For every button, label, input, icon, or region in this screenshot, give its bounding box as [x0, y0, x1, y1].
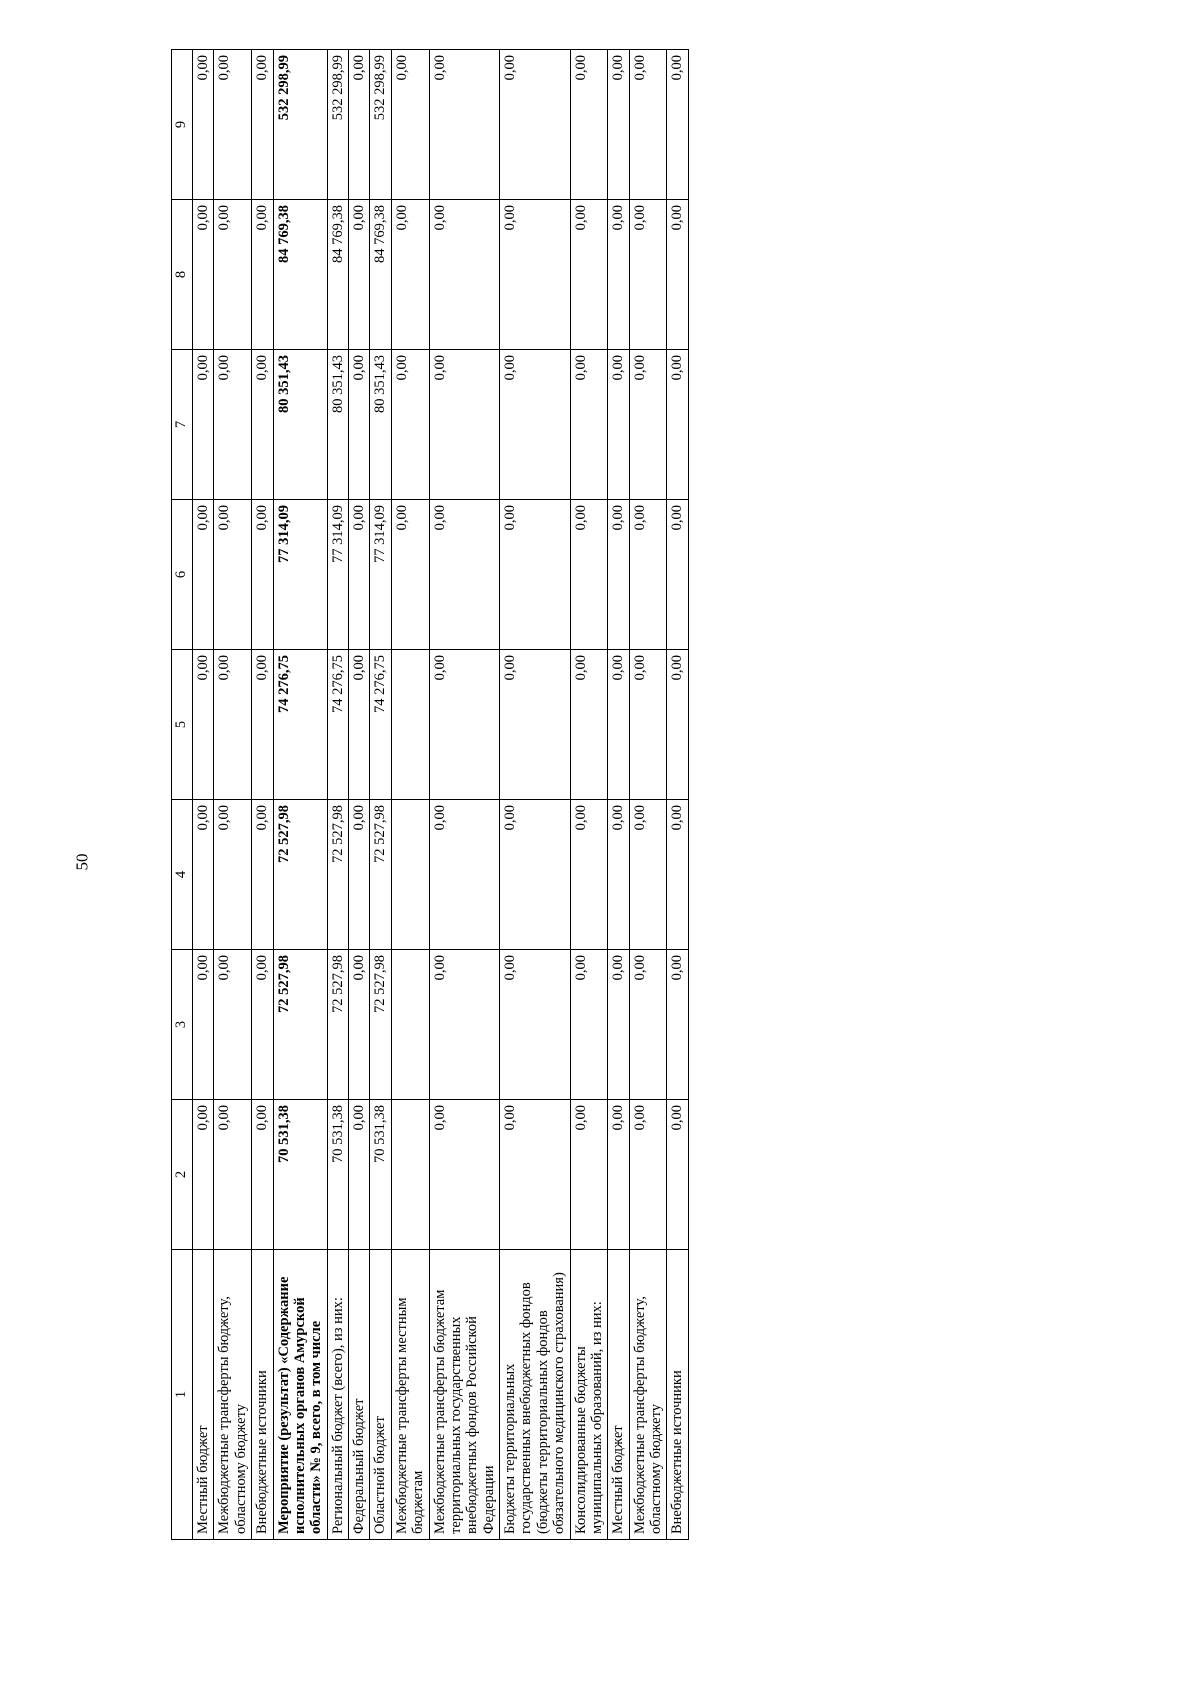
value-cell: 80 351,43	[327, 350, 348, 500]
value-cell: 0,00	[500, 800, 571, 950]
value-cell: 532 298,99	[327, 50, 348, 200]
value-cell: 0,00	[349, 350, 370, 500]
value-cell: 0,00	[214, 950, 252, 1100]
rotated-table-container	[171, 50, 811, 1540]
value-cell: 0,00	[429, 800, 500, 950]
value-cell: 0,00	[608, 650, 629, 800]
value-cell: 0,00	[608, 350, 629, 500]
value-cell: 0,00	[214, 650, 252, 800]
row-label: Межбюджетные трансферты бюджетам территориальных государственных внебюджетных фондов Российской Федерации	[429, 1250, 500, 1540]
value-cell: 0,00	[193, 50, 214, 200]
value-cell: 0,00	[667, 50, 688, 200]
value-cell: 0,00	[629, 950, 667, 1100]
column-header: 7	[172, 350, 193, 500]
value-cell: 70 531,38	[327, 1100, 348, 1250]
value-cell: 0,00	[667, 650, 688, 800]
value-cell: 0,00	[349, 650, 370, 800]
table-row	[349, 50, 370, 1540]
column-header: 9	[172, 50, 193, 200]
value-cell: 0,00	[193, 800, 214, 950]
value-cell: 0,00	[629, 800, 667, 950]
value-cell	[391, 1100, 429, 1250]
value-cell: 0,00	[214, 500, 252, 650]
row-label: Межбюджетные трансферты бюджету, областному бюджету	[214, 1250, 252, 1540]
value-cell: 70 531,38	[370, 1100, 391, 1250]
value-cell: 0,00	[349, 50, 370, 200]
value-cell: 77 314,09	[273, 500, 327, 650]
value-cell: 0,00	[193, 950, 214, 1100]
value-cell: 0,00	[570, 50, 608, 200]
value-cell: 0,00	[349, 200, 370, 350]
value-cell: 0,00	[252, 950, 273, 1100]
row-label: Мероприятие (результат) «Содержание исполнительных органов Амурской области» № 9, всего, в том числе	[273, 1250, 327, 1540]
value-cell: 0,00	[500, 350, 571, 500]
value-cell: 0,00	[500, 950, 571, 1100]
value-cell: 0,00	[429, 650, 500, 800]
value-cell: 74 276,75	[370, 650, 391, 800]
value-cell: 0,00	[252, 800, 273, 950]
row-label: Федеральный бюджет	[349, 1250, 370, 1540]
value-cell: 0,00	[214, 800, 252, 950]
table-row	[273, 50, 327, 1540]
value-cell: 77 314,09	[327, 500, 348, 650]
value-cell: 0,00	[429, 50, 500, 200]
value-cell: 80 351,43	[370, 350, 391, 500]
value-cell: 0,00	[391, 200, 429, 350]
value-cell: 84 769,38	[273, 200, 327, 350]
row-label: Внебюджетные источники	[667, 1250, 688, 1540]
table-row	[391, 50, 429, 1540]
budget-table	[171, 49, 689, 1540]
value-cell: 0,00	[500, 500, 571, 650]
value-cell: 0,00	[429, 350, 500, 500]
value-cell: 0,00	[570, 350, 608, 500]
value-cell: 0,00	[429, 500, 500, 650]
row-label: Консолидированные бюджеты муниципальных образований, из них:	[570, 1250, 608, 1540]
table-row	[193, 50, 214, 1540]
value-cell: 0,00	[429, 1100, 500, 1250]
value-cell: 0,00	[214, 350, 252, 500]
value-cell	[391, 950, 429, 1100]
value-cell: 0,00	[252, 500, 273, 650]
value-cell: 0,00	[608, 200, 629, 350]
value-cell: 77 314,09	[370, 500, 391, 650]
value-cell: 0,00	[214, 50, 252, 200]
row-label: Региональный бюджет (всего), из них:	[327, 1250, 348, 1540]
column-header: 5	[172, 650, 193, 800]
table-row	[667, 50, 688, 1540]
value-cell: 0,00	[570, 1100, 608, 1250]
value-cell: 0,00	[391, 350, 429, 500]
value-cell: 0,00	[667, 950, 688, 1100]
value-cell: 80 351,43	[273, 350, 327, 500]
row-label: Местный бюджет	[608, 1250, 629, 1540]
value-cell: 0,00	[667, 350, 688, 500]
value-cell: 72 527,98	[273, 950, 327, 1100]
value-cell: 84 769,38	[370, 200, 391, 350]
table-body	[193, 50, 689, 1540]
column-header: 2	[172, 1100, 193, 1250]
value-cell	[391, 800, 429, 950]
value-cell: 0,00	[629, 500, 667, 650]
table-row	[570, 50, 608, 1540]
value-cell: 74 276,75	[273, 650, 327, 800]
value-cell: 0,00	[608, 50, 629, 200]
value-cell: 0,00	[391, 500, 429, 650]
value-cell: 72 527,98	[370, 950, 391, 1100]
value-cell	[391, 650, 429, 800]
value-cell: 0,00	[349, 1100, 370, 1250]
value-cell: 0,00	[500, 50, 571, 200]
value-cell: 0,00	[193, 350, 214, 500]
row-label: Областной бюджет	[370, 1250, 391, 1540]
row-label: Бюджеты территориальных государственных внебюджетных фондов (бюджеты территориальных фондов обязательного медицинского страхования)	[500, 1250, 571, 1540]
header-row	[172, 50, 193, 1540]
table-row	[327, 50, 348, 1540]
value-cell: 0,00	[570, 950, 608, 1100]
value-cell: 0,00	[429, 950, 500, 1100]
value-cell: 0,00	[570, 800, 608, 950]
value-cell: 0,00	[667, 500, 688, 650]
value-cell: 0,00	[629, 1100, 667, 1250]
value-cell: 0,00	[429, 200, 500, 350]
row-label: Местный бюджет	[193, 1250, 214, 1540]
value-cell: 0,00	[570, 200, 608, 350]
row-label: Межбюджетные трансферты местным бюджетам	[391, 1250, 429, 1540]
value-cell: 0,00	[193, 500, 214, 650]
value-cell: 532 298,99	[273, 50, 327, 200]
value-cell: 0,00	[500, 200, 571, 350]
value-cell: 0,00	[629, 350, 667, 500]
table-row	[500, 50, 571, 1540]
value-cell: 0,00	[349, 800, 370, 950]
row-label: Внебюджетные источники	[252, 1250, 273, 1540]
table-row	[629, 50, 667, 1540]
page-number: 50	[72, 853, 92, 871]
value-cell: 0,00	[500, 1100, 571, 1250]
value-cell: 0,00	[608, 950, 629, 1100]
value-cell: 0,00	[608, 500, 629, 650]
value-cell: 72 527,98	[327, 950, 348, 1100]
value-cell: 0,00	[629, 50, 667, 200]
value-cell: 0,00	[252, 50, 273, 200]
value-cell: 84 769,38	[327, 200, 348, 350]
value-cell: 0,00	[608, 800, 629, 950]
value-cell: 74 276,75	[327, 650, 348, 800]
value-cell: 0,00	[193, 200, 214, 350]
column-header: 6	[172, 500, 193, 650]
value-cell: 0,00	[608, 1100, 629, 1250]
value-cell: 0,00	[349, 950, 370, 1100]
value-cell: 532 298,99	[370, 50, 391, 200]
table-row	[252, 50, 273, 1540]
table-row	[608, 50, 629, 1540]
value-cell: 0,00	[193, 1100, 214, 1250]
value-cell: 72 527,98	[370, 800, 391, 950]
value-cell: 72 527,98	[273, 800, 327, 950]
value-cell: 0,00	[667, 200, 688, 350]
value-cell: 0,00	[500, 650, 571, 800]
value-cell: 70 531,38	[273, 1100, 327, 1250]
value-cell: 0,00	[629, 200, 667, 350]
column-header: 4	[172, 800, 193, 950]
value-cell: 0,00	[214, 1100, 252, 1250]
value-cell: 0,00	[214, 200, 252, 350]
row-label: Межбюджетные трансферты бюджету, областному бюджету	[629, 1250, 667, 1540]
table-row	[429, 50, 500, 1540]
value-cell: 0,00	[667, 1100, 688, 1250]
value-cell: 0,00	[570, 500, 608, 650]
value-cell: 0,00	[252, 1100, 273, 1250]
column-header: 1	[172, 1250, 193, 1540]
table-row	[214, 50, 252, 1540]
value-cell: 0,00	[252, 200, 273, 350]
value-cell: 0,00	[349, 500, 370, 650]
value-cell: 0,00	[252, 350, 273, 500]
value-cell: 0,00	[667, 800, 688, 950]
value-cell: 0,00	[629, 650, 667, 800]
value-cell: 0,00	[193, 650, 214, 800]
value-cell: 0,00	[570, 650, 608, 800]
table-row	[370, 50, 391, 1540]
value-cell: 0,00	[252, 650, 273, 800]
column-header: 3	[172, 950, 193, 1100]
column-header: 8	[172, 200, 193, 350]
value-cell: 72 527,98	[327, 800, 348, 950]
value-cell: 0,00	[391, 50, 429, 200]
